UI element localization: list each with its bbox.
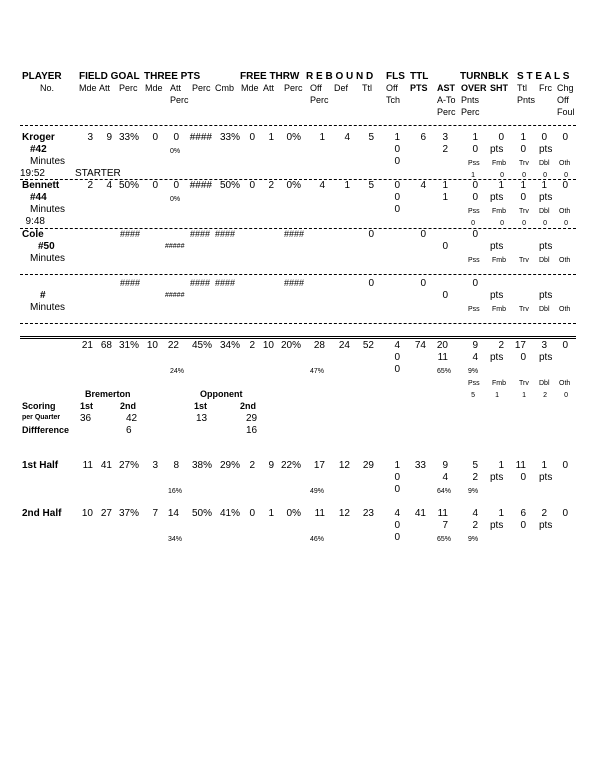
header-column-label: Off	[557, 95, 569, 105]
stat-cell: 2	[472, 472, 478, 483]
stat-cell: 0%	[286, 180, 301, 191]
hash-cell: #####	[165, 292, 185, 299]
header-column-label: Perc	[119, 83, 138, 93]
stat-cell: pts	[490, 241, 504, 252]
sub-cell: 2	[543, 392, 547, 399]
header-column-label: Ttl	[362, 83, 372, 93]
stat-cell: 10	[146, 340, 158, 351]
header-column-label: Pnts	[461, 95, 480, 105]
header-group-label: S T E A L S	[517, 71, 570, 82]
team-name: Opponent	[200, 389, 243, 399]
sub-cell: 0	[500, 220, 504, 227]
stat-cell: 6	[520, 508, 526, 519]
stat-cell: pts	[539, 192, 553, 203]
header-group-label: FLS	[386, 71, 405, 82]
stat-cell: 0	[368, 229, 374, 240]
stat-cell: 2	[541, 508, 547, 519]
quarter-label: 1st	[194, 401, 208, 411]
stat-cell: 1	[319, 132, 325, 143]
header-column-label: Chg	[557, 83, 574, 93]
quarter-label: 2nd	[240, 401, 257, 411]
three-pt-subpct: 16%	[168, 488, 183, 495]
stat-cell: 23	[362, 508, 374, 519]
score-cell: 6	[126, 425, 132, 436]
ato-pct: 65%	[437, 368, 452, 375]
hash-cell: ####	[120, 278, 141, 288]
stat-cell: 1	[541, 460, 547, 471]
stat-cell: 1	[498, 508, 504, 519]
stat-cell: 0	[472, 144, 478, 155]
stat-cell: 11	[515, 460, 526, 471]
stat-cell: 3	[442, 132, 448, 143]
sub-label: Pss	[468, 380, 480, 387]
header-column-label: SHT	[490, 83, 508, 93]
stat-cell: 0	[562, 180, 568, 191]
header-column-label: Cmb	[215, 83, 235, 93]
sub-label: Oth	[559, 257, 571, 264]
minutes-value: 19:52	[19, 168, 45, 179]
stat-cell: 0	[394, 520, 400, 531]
player-name: Cole	[22, 229, 44, 240]
stat-cell: 1	[520, 132, 526, 143]
hash-cell: ####	[120, 229, 141, 239]
header-column-label: Mde	[79, 83, 97, 93]
stat-cell: 0	[394, 532, 400, 543]
stat-cell: ####	[189, 132, 212, 143]
header-group-label: THREE PTS	[144, 71, 201, 82]
stat-cell: 2	[249, 460, 255, 471]
sub-label: Oth	[559, 380, 571, 387]
header-group-label: BLK	[488, 71, 509, 82]
stat-cell: 0	[394, 180, 400, 191]
stat-cell: 2	[442, 144, 448, 155]
stat-cell: 0	[562, 460, 568, 471]
sub-label: Fmb	[492, 257, 506, 264]
player-number: #44	[30, 192, 47, 203]
three-pt-subpct: 0%	[170, 196, 181, 203]
stat-cell: 0	[152, 132, 158, 143]
stat-cell: 0	[394, 144, 400, 155]
stat-cell: 0	[420, 278, 426, 289]
stat-cell: 9	[472, 340, 478, 351]
stat-cell: 31%	[118, 340, 139, 351]
stat-cell: 28	[313, 340, 325, 351]
sub-cell: 1	[522, 392, 526, 399]
stat-cell: 1	[541, 180, 547, 191]
minutes-label: Minutes	[30, 156, 66, 167]
stat-cell: 1	[394, 132, 400, 143]
sub-label: Pss	[468, 160, 480, 167]
stat-cell: 0	[520, 472, 526, 483]
stat-cell: pts	[539, 290, 553, 301]
stat-cell: 6	[420, 132, 426, 143]
stat-cell: pts	[539, 144, 553, 155]
stat-cell: 11	[437, 352, 448, 363]
header-column-label: OVER	[461, 83, 487, 93]
stat-cell: 0	[394, 156, 400, 167]
hash-cell: ####	[284, 278, 305, 288]
stat-cell: 50%	[219, 180, 240, 191]
stat-cell: ####	[189, 180, 212, 191]
sub-label: Dbl	[539, 306, 550, 313]
sub-cell: 0	[522, 220, 526, 227]
stat-cell: 0	[562, 132, 568, 143]
score-cell: 42	[126, 413, 138, 424]
header-group-label: R E B O U N D	[306, 71, 374, 82]
stat-cell: 50%	[118, 180, 139, 191]
stat-cell: pts	[490, 352, 504, 363]
sub-cell: 0	[543, 220, 547, 227]
three-pt-subpct: 34%	[168, 536, 183, 543]
stat-cell: 0	[173, 132, 179, 143]
player-divider	[20, 274, 576, 275]
stat-cell: 38%	[191, 460, 212, 471]
header-group-label: FREE THRW	[240, 71, 300, 82]
stat-cell: 11	[82, 460, 93, 471]
player-divider	[20, 323, 576, 324]
stat-cell: 1	[344, 180, 350, 191]
three-pt-subpct: 0%	[170, 148, 181, 155]
header-column-label: Mde	[241, 83, 259, 93]
stat-cell: 0%	[286, 132, 301, 143]
stat-cell: pts	[539, 472, 553, 483]
stat-cell: 0	[249, 508, 255, 519]
stat-cell: 33%	[118, 132, 139, 143]
scoring-label: Scoring	[22, 401, 56, 411]
stat-cell: 41	[100, 460, 112, 471]
sub-label: Trv	[519, 208, 529, 215]
stat-cell: 0	[442, 290, 448, 301]
header-column-label: Off	[310, 83, 322, 93]
sub-label: Trv	[519, 257, 529, 264]
header-column-label: No.	[40, 83, 55, 93]
stat-cell: pts	[539, 241, 553, 252]
stat-cell: 0	[394, 484, 400, 495]
stat-cell: 10	[81, 508, 93, 519]
player-number: #42	[30, 144, 47, 155]
header-column-label: AST	[437, 83, 455, 93]
header-divider	[20, 125, 576, 126]
stat-cell: 22	[167, 340, 179, 351]
stat-cell: 0	[394, 352, 400, 363]
stat-cell: 24	[338, 340, 350, 351]
header-column-label: Perc	[192, 83, 211, 93]
stat-cell: 1	[520, 180, 526, 191]
stat-cell: 9	[106, 132, 112, 143]
ato-pct: 64%	[437, 488, 452, 495]
stat-cell: 0	[520, 520, 526, 531]
stat-cell: 41%	[219, 508, 240, 519]
player-number: #50	[38, 241, 55, 252]
stat-cell: 2	[249, 340, 255, 351]
turnover-pct: 9%	[468, 488, 479, 495]
score-cell: 13	[196, 413, 208, 424]
stat-cell: 74	[414, 340, 426, 351]
stat-cell: 0	[562, 340, 568, 351]
header-column-label: A-To	[437, 95, 456, 105]
stat-cell: 4	[394, 340, 400, 351]
header-column-label: Foul	[557, 107, 575, 117]
half-label: 1st Half	[22, 460, 59, 471]
hash-cell: ####	[190, 229, 211, 239]
stat-cell: 4	[344, 132, 350, 143]
stat-cell: 0	[442, 241, 448, 252]
hash-cell: ####	[190, 278, 211, 288]
sub-label: Dbl	[539, 160, 550, 167]
sub-label: Dbl	[539, 208, 550, 215]
stat-cell: 0	[520, 192, 526, 203]
quarter-label: 1st	[80, 401, 94, 411]
stat-cell: 3	[152, 460, 158, 471]
stat-cell: 45%	[191, 340, 212, 351]
sub-label: Dbl	[539, 257, 550, 264]
stat-cell: 5	[472, 460, 478, 471]
sub-label: Fmb	[492, 208, 506, 215]
header-column-label: Def	[334, 83, 349, 93]
stat-cell: 1	[498, 180, 504, 191]
stat-cell: 10	[262, 340, 274, 351]
team-name: Bremerton	[85, 389, 131, 399]
sub-label: Fmb	[492, 306, 506, 313]
stat-cell: 4	[106, 180, 112, 191]
minutes-label: Minutes	[30, 253, 66, 264]
sub-cell: 0	[471, 220, 475, 227]
stat-cell: 2	[268, 180, 274, 191]
sub-label: Trv	[519, 160, 529, 167]
stat-cell: 0	[520, 352, 526, 363]
stat-cell: 20%	[280, 340, 301, 351]
header-group-label: FIELD GOAL	[79, 71, 140, 82]
stat-cell: 17	[313, 460, 325, 471]
sub-cell: 1	[471, 172, 475, 179]
stat-cell: 2	[472, 520, 478, 531]
header-column-label: Mde	[145, 83, 163, 93]
hash-cell: #####	[165, 243, 185, 250]
score-cell: 16	[246, 425, 258, 436]
half-label: 2nd Half	[22, 508, 62, 519]
sub-cell: 0	[500, 172, 504, 179]
stat-cell: 27	[100, 508, 112, 519]
scoring-label: per Quarter	[22, 414, 61, 421]
stat-cell: 0	[562, 508, 568, 519]
header-column-label: PTS	[410, 83, 428, 93]
stat-cell: 50%	[191, 508, 212, 519]
totals-divider	[20, 338, 576, 339]
header-column-label: Tch	[386, 95, 401, 105]
stat-cell: 7	[152, 508, 158, 519]
stat-cell: pts	[490, 472, 504, 483]
sub-label: Oth	[559, 208, 571, 215]
stat-cell: 0	[472, 229, 478, 240]
stat-cell: 4	[394, 508, 400, 519]
stat-cell: 0	[394, 204, 400, 215]
header-column-label: Perc	[437, 107, 456, 117]
stat-cell: 0	[541, 132, 547, 143]
starter-note: STARTER	[75, 168, 121, 179]
stat-cell: pts	[539, 520, 553, 531]
stat-cell: 5	[368, 132, 374, 143]
stat-cell: 14	[167, 508, 179, 519]
stat-cell: 1	[472, 132, 478, 143]
stat-cell: 0	[394, 472, 400, 483]
score-cell: 29	[246, 413, 258, 424]
turnover-pct: 9%	[468, 368, 479, 375]
three-pt-subpct: 24%	[170, 368, 185, 375]
stat-cell: 0	[249, 132, 255, 143]
rebound-subpct: 46%	[310, 536, 325, 543]
stat-cell: 52	[362, 340, 374, 351]
header-column-label: Perc	[310, 95, 329, 105]
stat-cell: 0	[520, 144, 526, 155]
header-column-label: Off	[386, 83, 398, 93]
sub-label: Pss	[468, 306, 480, 313]
sub-label: Oth	[559, 306, 571, 313]
stat-cell: 33%	[219, 132, 240, 143]
header-column-label: Att	[170, 83, 182, 93]
stat-cell: 4	[442, 472, 448, 483]
stat-cell: 4	[420, 180, 426, 191]
stat-cell: 9	[268, 460, 274, 471]
stat-cell: 21	[81, 340, 93, 351]
stat-cell: 1	[394, 460, 400, 471]
turnover-pct: 9%	[468, 536, 479, 543]
stat-cell: 0	[472, 278, 478, 289]
stat-cell: 11	[314, 508, 325, 519]
rebound-subpct: 49%	[310, 488, 325, 495]
hash-cell: ####	[215, 278, 236, 288]
hash-cell: ####	[215, 229, 236, 239]
stat-cell: 0	[173, 180, 179, 191]
stat-cell: 4	[472, 508, 478, 519]
stat-cell: 34%	[219, 340, 240, 351]
header-group-label: TURN	[460, 71, 488, 82]
stat-cell: 41	[414, 508, 426, 519]
sub-cell: 0	[543, 172, 547, 179]
sub-label: Fmb	[492, 380, 506, 387]
sub-label: Pss	[468, 208, 480, 215]
hash-cell: ####	[284, 229, 305, 239]
header-column-label: Perc	[284, 83, 303, 93]
header-group-label: PLAYER	[22, 71, 62, 82]
stat-cell: pts	[490, 144, 504, 155]
minutes-value: 9:48	[25, 216, 45, 227]
sub-label: Dbl	[539, 380, 550, 387]
score-cell: 36	[80, 413, 92, 424]
stat-cell: 0%	[286, 508, 301, 519]
header-column-label: Perc	[461, 107, 480, 117]
stat-cell: 7	[442, 520, 448, 531]
minutes-label: Minutes	[30, 302, 66, 313]
stat-cell: pts	[539, 352, 553, 363]
ato-pct: 65%	[437, 536, 452, 543]
stat-cell: 0	[394, 364, 400, 375]
stat-cell: 1	[268, 132, 274, 143]
stat-cell: 5	[368, 180, 374, 191]
minutes-label: Minutes	[30, 204, 66, 215]
stat-cell: 27%	[118, 460, 139, 471]
stat-cell: 0	[498, 132, 504, 143]
header-column-label: Perc	[170, 95, 189, 105]
stat-cell: pts	[490, 192, 504, 203]
stat-cell: 11	[437, 508, 448, 519]
stat-cell: 17	[514, 340, 526, 351]
scoring-label: Diffference	[22, 425, 70, 435]
stat-cell: 33	[414, 460, 426, 471]
stat-cell: 3	[541, 340, 547, 351]
stat-cell: 0	[472, 192, 478, 203]
stat-cell: 0	[472, 180, 478, 191]
stat-cell: 4	[319, 180, 325, 191]
rebound-subpct: 47%	[310, 368, 325, 375]
stat-cell: 8	[173, 460, 179, 471]
player-name: Bennett	[22, 180, 60, 191]
header-column-label: Att	[99, 83, 111, 93]
stat-cell: 1	[442, 180, 448, 191]
header-column-label: Att	[263, 83, 275, 93]
stat-cell: 4	[472, 352, 478, 363]
stat-cell: pts	[490, 520, 504, 531]
stat-cell: 0	[152, 180, 158, 191]
stat-cell: 20	[436, 340, 448, 351]
stat-cell: pts	[490, 290, 504, 301]
sub-cell: 0	[564, 172, 568, 179]
player-number: #	[40, 290, 46, 301]
stat-cell: 0	[394, 192, 400, 203]
sub-label: Oth	[559, 160, 571, 167]
quarter-label: 2nd	[120, 401, 137, 411]
player-divider	[20, 179, 576, 180]
sub-cell: 1	[495, 392, 499, 399]
stat-cell: 3	[87, 132, 93, 143]
stat-cell: 1	[498, 460, 504, 471]
sub-cell: 0	[564, 220, 568, 227]
stat-cell: 0	[420, 229, 426, 240]
header-column-label: Ttl	[517, 83, 527, 93]
header-column-label: Pnts	[517, 95, 536, 105]
stat-cell: 12	[338, 460, 350, 471]
player-name: Kroger	[22, 132, 55, 143]
stat-cell: 1	[442, 192, 448, 203]
stat-cell: 29	[362, 460, 374, 471]
sub-label: Trv	[519, 380, 529, 387]
stat-cell: 0	[368, 278, 374, 289]
totals-divider	[20, 336, 576, 337]
stat-cell: 29%	[219, 460, 240, 471]
sub-label: Trv	[519, 306, 529, 313]
stat-cell: 37%	[118, 508, 139, 519]
sub-cell: 5	[471, 392, 475, 399]
sub-label: Fmb	[492, 160, 506, 167]
sub-cell: 0	[522, 172, 526, 179]
header-column-label: Frc	[539, 83, 552, 93]
stat-cell: 22%	[280, 460, 301, 471]
header-group-label: TTL	[410, 71, 429, 82]
stat-cell: 0	[249, 180, 255, 191]
sub-label: Pss	[468, 257, 480, 264]
sub-cell: 0	[564, 392, 568, 399]
stat-cell: 68	[100, 340, 112, 351]
stat-cell: 12	[338, 508, 350, 519]
stat-cell: 1	[268, 508, 274, 519]
stat-cell: 2	[87, 180, 93, 191]
stat-cell: 2	[498, 340, 504, 351]
stat-cell: 9	[442, 460, 448, 471]
